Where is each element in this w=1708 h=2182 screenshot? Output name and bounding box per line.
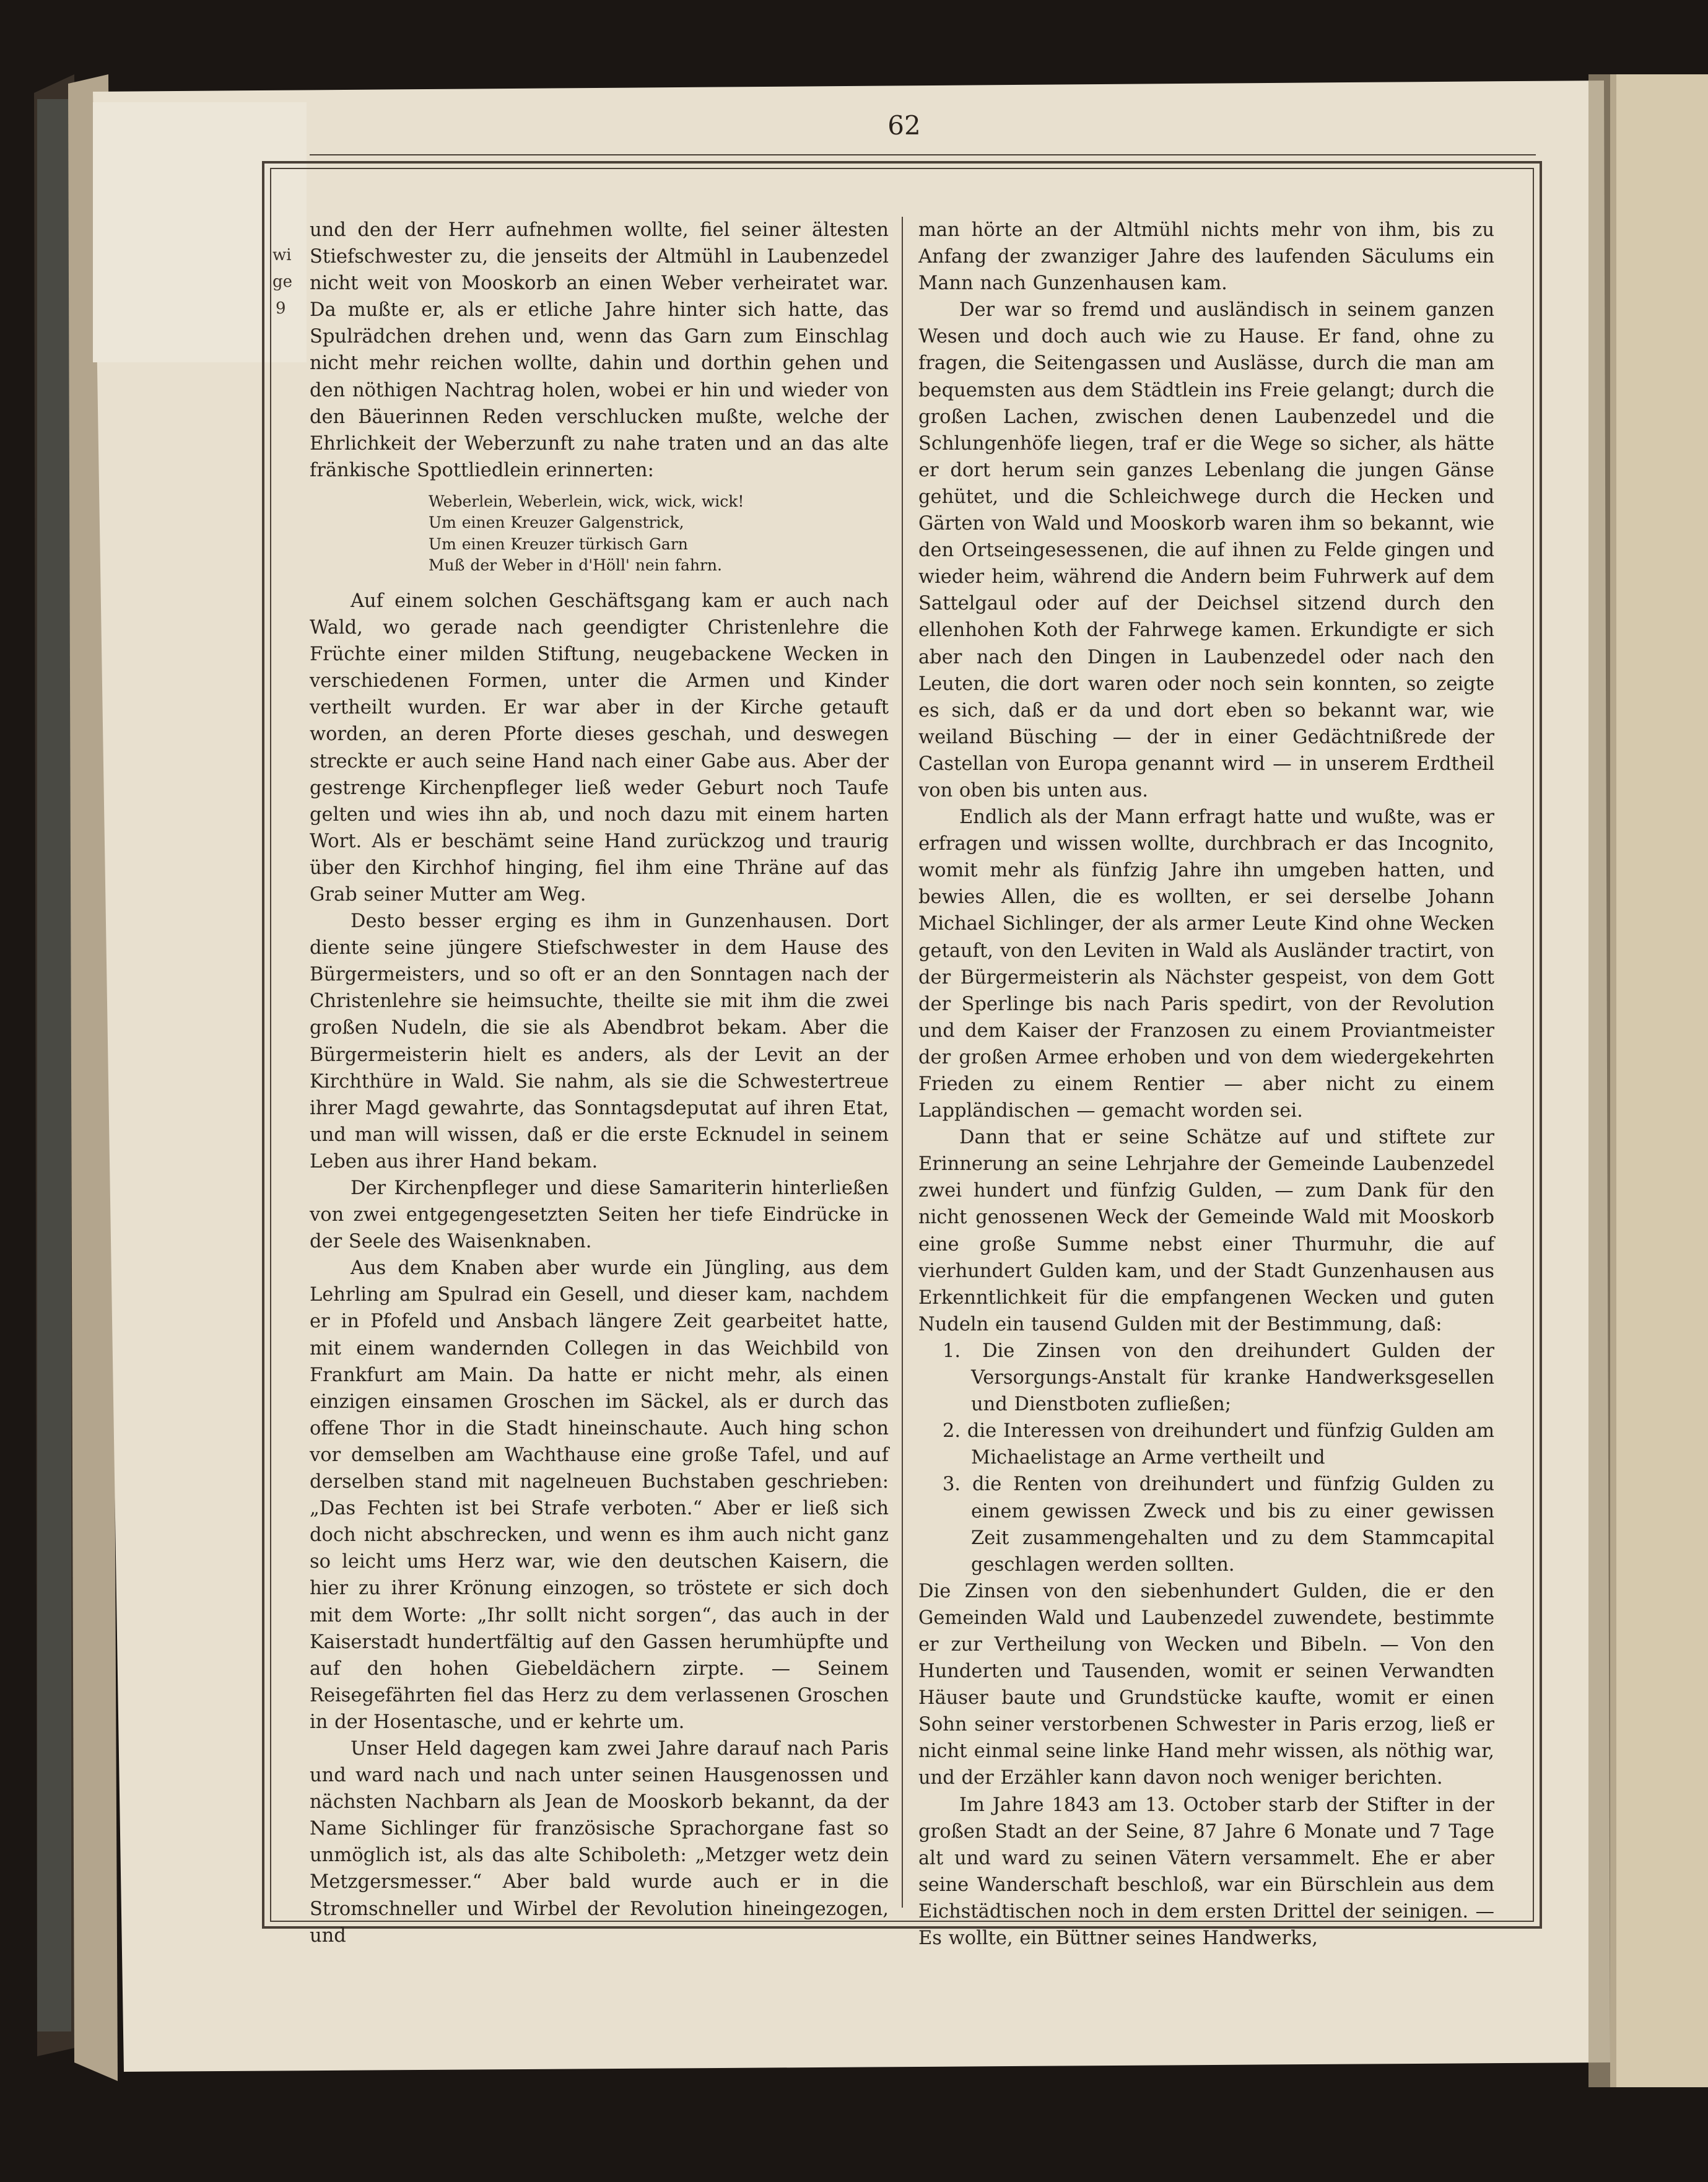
paragraph: Der Kirchenpfleger und diese Samariterin hinterließen von zwei entgegengesetzten Seiten her tiefe Eindrücke in der Seele des Waisenknaben. — [310, 1177, 889, 1253]
paragraph: Desto besser erging es ihm in Gunzenhausen. Dort diente seine jüngere Stiefschwester in dem Hause des Bürgermeisters, und so oft er an den Sonntagen nach der Christenlehre sie heimsuchte, theilte sie mit ihm die zwei großen Nudeln, die sie als Abendbrot bekam. Aber die Bürgermeisterin hielt es anders, als der Levit an der Kirchthüre in Wald. Sie nahm, als sie die Schwestertreue ihrer Magd gewahrte, das Sonntagsdeputat auf ihren Etat, und man will wissen, daß er die erste Ecknudel in seinem Leben aus ihrer Hand bekam. — [310, 910, 889, 1172]
facing-page — [1610, 74, 1708, 2087]
paragraph: Endlich als der Mann erfragt hatte und wußte, was er erfragen und wissen wollte, durchbrach er das Incognito, womit mehr als fünfzig Jahre ihn umgeben hatten, und bewies Allen, die es wollten, er sei derselbe Johann Michael Sichlinger, der als armer Leute Kind ohne Wecken getauft, von den Leviten in Wald als Ausländer tractirt, von der Bürgermeisterin als Nächster gespeist, von dem Gott der Sperlinge bis nach Paris spedirt, von der Revolution und dem Kaiser der Franzosen zu einem Proviantmeister der großen Armee erhoben und von dem wiedergekehrten Frieden zu einem Rentier — aber nicht zu einem Lappländischen — gemacht worden sei. — [918, 806, 1494, 1122]
poem-line: Muß der Weber in d'Höll' nein fahrn. — [429, 556, 722, 575]
paragraph: man hörte an der Altmühl nichts mehr von ihm, bis zu Anfang der zwanziger Jahre des laufenden Säculums ein Mann nach Gunzenhausen kam. — [918, 219, 1494, 295]
paragraph: und den der Herr aufnehmen wollte, fiel seiner ältesten Stiefschwester zu, die jenseits der Altmühl in Laubenzedel nicht weit von Mooskorb an einen Weber verheiratet war. Da mußte er, als er etliche Jahre hinter sich hatte, das Spulrädchen drehen und, wenn das Garn zum Einschlag nicht mehr reichen wollte, dahin und dorthin gehen und den nöthigen Nachtrag holen, wobei er hin und wieder von den Bäuerinnen Reden verschlucken mußte, welche der Ehrlichkeit der Weberzunft zu nahe traten und an das alte fränkische Spottliedlein erinnerten: — [310, 219, 889, 481]
paragraph: Unser Held dagegen kam zwei Jahre darauf nach Paris und ward nach und nach unter seinen Hausgenossen und nächsten Nachbarn als Jean de Mooskorb bekannt, da der Name Sichlinger für französische Sprachorgane fast so unmöglich ist, als das alte Schiboleth: „Metzger wetz dein Metzgersmesser.“ Aber bald wurde auch er in die Stromschneller und Wirbel der Revolution hineingezogen, und — [310, 1737, 889, 1947]
book-spine-strip — [37, 99, 71, 2031]
torn-paper-flap — [93, 102, 307, 362]
poem-line: Weberlein, Weberlein, wick, wick, wick! — [429, 492, 744, 510]
left-column — [310, 217, 889, 1949]
margin-fragment: 9 — [276, 299, 286, 318]
paragraph: Die Zinsen von den siebenhundert Gulden, die er den Gemeinden Wald und Laubenzedel zuwendete, bestimmte er zur Vertheilung von Wecken und Bibeln. — Von den Hunderten und Tausenden, womit er seinen Verwandten Häuser baute und Grundstücke kaufte, womit er einen Sohn seiner verstorbenen Schwester in Paris erzog, ließ er nicht einmal seine linke Hand mehr wissen, als nöthig war, und der Erzähler kann davon noch weniger berichten. — [918, 1580, 1494, 1789]
poem-verse — [429, 491, 889, 577]
poem-line: Um einen Kreuzer Galgenstrick, — [429, 513, 684, 532]
paragraph: Im Jahre 1843 am 13. October starb der Stifter in der großen Stadt an der Seine, 87 Jahre 6 Monate und 7 Tage alt und ward zu seinen Vätern versammelt. Ehe er aber seine Wanderschaft beschloß, war ein Bürschlein aus dem Eichstädtischen noch in dem ersten Drittel der seinigen. — Es wollte, ein Büttner seines Handwerks, — [918, 1794, 1494, 1949]
right-column — [918, 217, 1494, 1952]
page-number: 62 — [887, 110, 921, 141]
poem-line: Um einen Kreuzer türkisch Garn — [429, 535, 688, 553]
gutter-shadow — [1588, 74, 1616, 2087]
paragraph: Auf einem solchen Geschäftsgang kam er auch nach Wald, wo gerade nach geendigter Christenlehre die Früchte einer milden Stiftung, neugebackene Wecken in verschiedenen Formen, unter die Armen und Kinder vertheilt wurden. Er war aber in der Kirche getauft worden, an deren Pforte dieses geschah, und deswegen streckte er auch seine Hand nach einer Gabe aus. Aber der gestrenge Kirchenpfleger ließ weder Geburt noch Taufe gelten und wies ihn ab, und noch dazu mit einem harten Wort. Als er beschämt seine Hand zurückzog und traurig über den Kirchhof hinging, fiel ihm eine Thräne auf das Grab seiner Mutter am Weg. — [310, 590, 889, 906]
margin-fragment: wi — [272, 246, 292, 264]
margin-fragment: ge — [272, 273, 293, 291]
paragraph: Der war so fremd und ausländisch in seinem ganzen Wesen und doch auch wie zu Hause. Er fand, ohne zu fragen, die Seitengassen und Auslässe, durch die man am bequemsten aus dem Städtlein ins Freie gelangt; durch die großen Lachen, zwischen denen Laubenzedel und die Schlungenhöfe liegen, traf er die Wege so sicher, als hätte er dort herum sein ganzes Lebenlang die jungen Gänse gehütet, und die Schleichwege durch die Hecken und Gärten von Wald und Mooskorb waren ihm so bekannt, wie den Ortseingesessenen, die auf ihnen zu Felde gingen und wieder heim, während die Andern beim Fuhrwerk auf dem Sattelgaul oder auf der Deichsel sitzend durch den ellenhohen Koth der Fahrwege kamen. Erkundigte er sich aber nach den Dingen in Laubenzedel oder nach den Leuten, die dort waren oder noch sein konnten, so zeigte es sich, daß er da und dort eben so bekannt war, wie weiland Büsching — der in einer Gedächtnißrede der Castellan von Europa genannt wird — in unserem Erdtheil von oben bis unten aus. — [918, 299, 1494, 801]
paragraph: Dann that er seine Schätze auf und stiftete zur Erinnerung an seine Lehrjahre der Gemeinde Laubenzedel zwei hundert und fünfzig Gulden, — zum Dank für den nicht genossenen Weck der Gemeinde Wald mit Mooskorb eine große Summe nebst einer Thurmuhr, die auf vierhundert Gulden kam, und der Stadt Gunzenhausen aus Erkenntlichkeit für die empfangenen Wecken und guten Nudeln ein tausend Gulden mit der Bestimmung, daß: — [918, 1127, 1494, 1335]
list-item: 1. Die Zinsen von den dreihundert Gulden der Versorgungs-Anstalt für kranke Handwerksgesellen und Dienstboten zufließen; — [943, 1340, 1494, 1416]
paragraph: Aus dem Knaben aber wurde ein Jüngling, aus dem Lehrling am Spulrad ein Gesell, und dieser kam, nachdem er in Pfofeld und Ansbach längere Zeit gearbeitet hatte, mit einem wandernden Collegen in das Weichbild von Frankfurt am Main. Da hatte er nicht mehr, als einen einzigen einsamen Groschen im Säckel, als er durch das offene Thor in die Stadt hineinschaute. Auch hing schon vor demselben am Wachthause eine große Tafel, und auf derselben stand mit nagelneuen Buchstaben geschrieben: „Das Fechten ist bei Strafe verboten.“ Aber er ließ sich doch nicht abschrecken, und wenn es ihm auch nicht ganz so leicht ums Herz war, wie den deutschen Kaisern, die hier zu ihrer Krönung einzogen, so tröstete er sich doch mit dem Worte: „Ihr sollt nicht sorgen“, das auch in der Kaiserstadt hundertfältig auf den Gassen herumhüpfte und auf den hohen Giebeldächern zirpte. — Seinem Reisegefährten fiel das Herz zu dem verlassenen Groschen in der Hosentasche, und er kehrte um. — [310, 1257, 889, 1733]
list-item: 3. die Renten von dreihundert und fünfzig Gulden zu einem gewissen Zweck und bis zu einer gewissen Zeit zusammengehalten und zu dem Stammcapital geschlagen werden sollten. — [943, 1473, 1494, 1576]
list-item: 2. die Interessen von dreihundert und fünfzig Gulden am Michaelistage an Arme vertheilt und — [943, 1420, 1494, 1469]
